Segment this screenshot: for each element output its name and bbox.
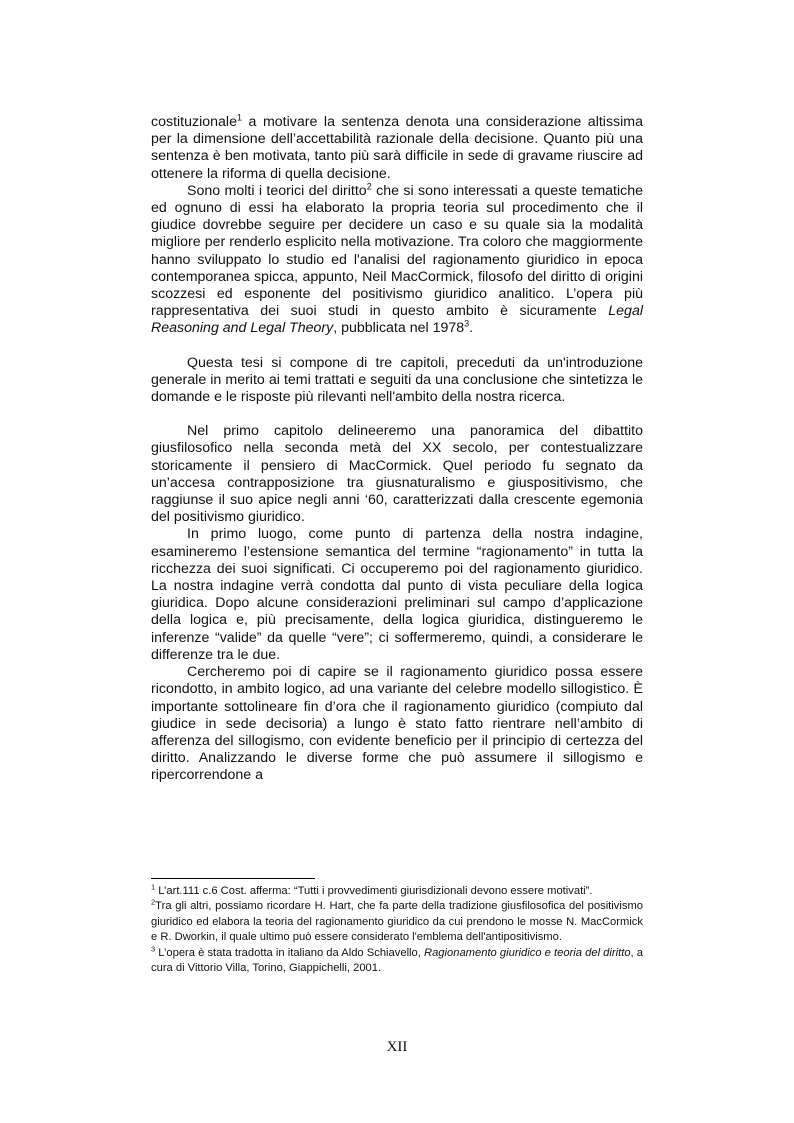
body-text (151, 114, 643, 785)
footnote-1: $^1$ L’art.111 c.6 Cost. afferma: “Tutti i provvedimenti giurisdizionali devono essere motivati”. (151, 882, 593, 897)
paragraph-4: Nel primo capitolo delineeremo una panoramica del dibattito giusfilosofico nella seconda metà del XX secolo, per contestualizzare storicamente il pensiero di MacCormick. Quel periodo fu segnato da un’accesa contrapposizione tra giusnaturalismo e giuspositivismo, che raggiunse il suo apice negli anni ‘60, caratterizzati dalla crescente egemonia del positivismo giuridico. (151, 423, 643, 526)
footnote-ref-2: 2 (366, 181, 372, 192)
footnote-separator (151, 878, 315, 879)
book-title: Legal Reasoning and Legal Theory (151, 303, 643, 337)
translation-title: Ragionamento giuridico e teoria del diritto (424, 946, 631, 959)
paragraph-2: Sono molti i teorici del diritto$^2$ che si sono interessati a queste tematiche ed ognuno di essi ha elaborato la propria teoria sul procedimento che il giudice dovrebbe seguire per decidere un caso e su quale sia la modalità migliore per renderlo esplicito nella motivazione. Tra coloro che maggiormente hanno sviluppato lo studio ed l'analisi del ragionamento giuridico in epoca contemporanea spicca, appunto, Neil MacCormick, filosofo del diritto di origini scozzesi ed esponente del positivismo giuridico analitico. L’opera più rappresentativa dei suoi studi in questo ambito è sicuramente Legal Reasoning and Legal Theory, pubblicata nel 1978$^3$. (151, 181, 644, 337)
page-number: XII (386, 1039, 408, 1055)
paragraph-3: Questa tesi si compone di tre capitoli, preceduti da un'introduzione generale in merito ai temi trattati e seguiti da una conclusione che sintetizza le domande e le risposte più rilevanti nell'ambito della nostra ricerca. (151, 354, 643, 406)
paragraph-5: In primo luogo, come punto di partenza della nostra indagine, esamineremo l’estensione semantica del termine “ragionamento” in tutta la ricchezza dei suoi significati. Ci occuperemo poi del ragionamento giuridico. La nostra indagine verrà condotta dal punto di vista peculiare della logica giuridica. Dopo alcune considerazioni preliminari sul campo d’applicazione della logica e, più precisamente, della logica giuridica, distingueremo le inferenze “valide” da quelle “vere”; ci soffermeremo, quindi, a considerare le differenze tra le due. (151, 526, 643, 663)
footnote-ref-1: 1 (236, 112, 242, 123)
paragraph-6: Cercheremo poi di capire se il ragionamento giuridico possa essere ricondotto, in ambito logico, ad una variante del celebre modello sillogistico. È importante sottolineare fin d’ora che il ragionamento giuridico (compiuto dal giudice in sede decisoria) a lungo è stato fatto rientrare nell’ambito di afferenza del sillogismo, con evidente beneficio per il principio di certezza del diritto. Analizzando le diverse forme che può assumere il sillogismo e ripercorrendone a (151, 664, 643, 784)
footnotes (151, 884, 643, 976)
footnote-ref-3: 3 (464, 318, 470, 329)
footnote-2: $^2$Tra gli altri, possiamo ricordare H. Hart, che fa parte della tradizione giusfilosofica del positivismo giuridico ed elabora la teoria del ragionamento giuridico da cui prendono le mosse N. MacCormick e R. Dworkin, il quale ultimo può essere considerato l'emblema dell'antipositivismo. (151, 897, 643, 944)
footnote-3: $^3$ L’opera è stata tradotta in italiano da Aldo Schiavello, Ragionamento giuridico e teoria del diritto, a cura di Vittorio Villa, Torino, Giappichelli, 2001. (151, 943, 643, 975)
paragraph-1: costituzionale$^1$ a motivare la sentenza denota una considerazione altissima per la dimensione dell’accettabilità razionale della decisione. Quanto più una sentenza è ben motivata, tanto più sarà difficile in sede di gravame riuscire ad ottenere la riforma di quella decisione. (151, 112, 643, 182)
